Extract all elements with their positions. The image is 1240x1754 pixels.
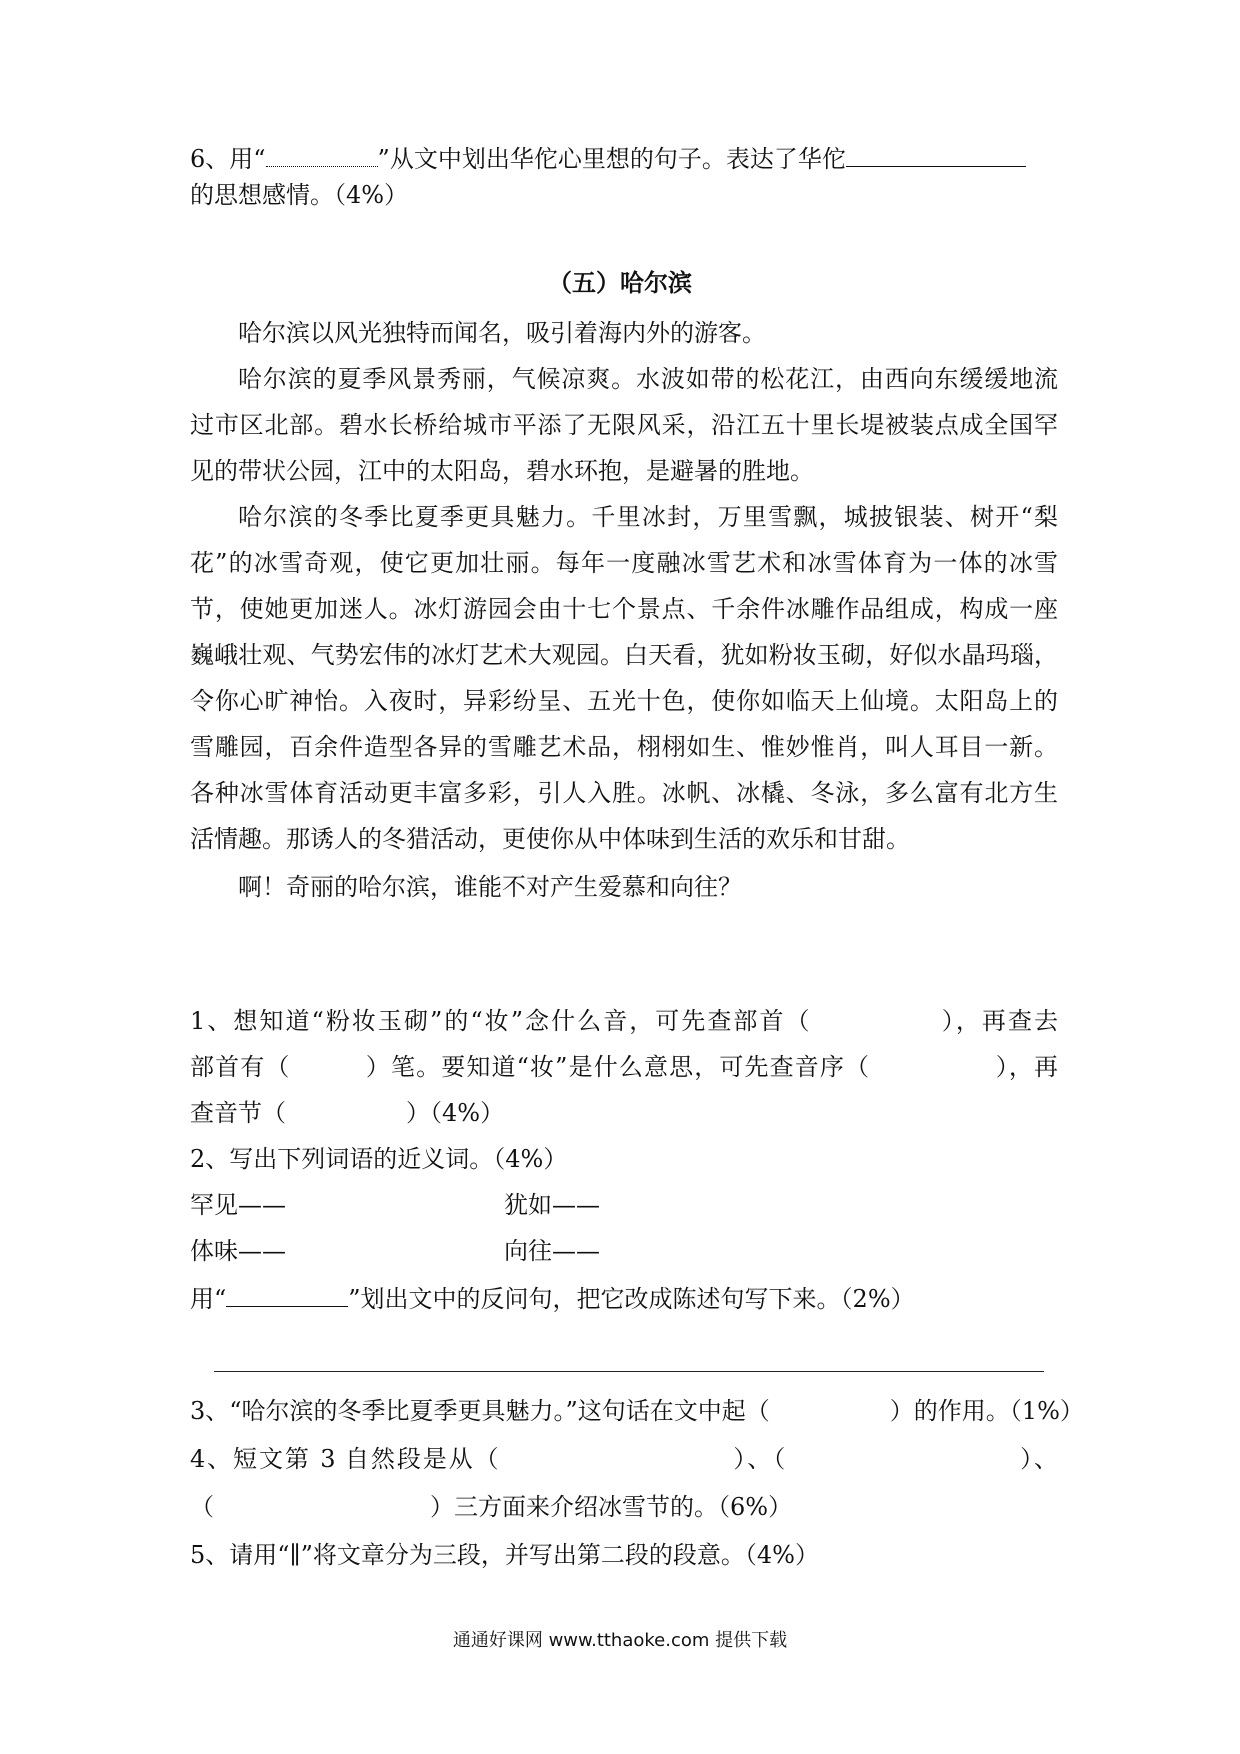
page-footer: 通通好课网 www.tthaoke.com 提供下载 (452, 1630, 788, 1651)
question-1-line: 1、想知道“粉妆玉砌”的“妆”念什么音，可先查部首（ ），再查去 (190, 1007, 1058, 1035)
answer-line[interactable] (214, 1371, 1044, 1372)
underline-sample (226, 1306, 348, 1307)
paragraph-3-line: 花”的冰雪奇观，使它更加壮丽。每年一度融冰雪艺术和冰雪体育为一体的冰雪 (190, 549, 1058, 577)
paragraph-2-line: 见的带状公园，江中的太阳岛，碧水环抱，是避暑的胜地。 (190, 457, 814, 485)
paragraph-2-line: 哈尔滨的夏季风景秀丽，气候凉爽。水波如带的松花江，由西向东缓缓地流 (238, 365, 1058, 393)
paragraph-3-line: 雪雕园，百余件造型各异的雪雕艺术品，栩栩如生、惟妙惟肖，叫人耳目一新。 (190, 733, 1058, 761)
question-4-line: （ ）三方面来介绍冰雪节的。（6%） (190, 1493, 793, 1521)
paragraph-1: 哈尔滨以风光独特而闻名，吸引着海内外的游客。 (238, 319, 766, 347)
synonym-item: 罕见—— (190, 1191, 286, 1219)
paragraph-3-line: 节，使她更加迷人。冰灯游园会由十七个景点、千余件冰雕作品组成，构成一座 (190, 595, 1058, 623)
paragraph-3-line: 巍峨壮观、气势宏伟的冰灯艺术大观园。白天看，犹如粉妆玉砌，好似水晶玛瑙， (190, 641, 1058, 669)
paragraph-4: 啊！奇丽的哈尔滨，谁能不对产生爱慕和向往？ (238, 873, 742, 901)
dotted-underline-sample (266, 166, 378, 167)
question-6-line-2: 的思想感情。（4%） (190, 181, 409, 209)
synonym-item: 体味—— (190, 1237, 286, 1265)
question-1-line: 查音节（ ）（4%） (190, 1099, 505, 1127)
question-4-line: 4、短文第 3 自然段是从（ ）、（ ）、 (190, 1445, 1058, 1473)
synonym-item: 犹如—— (504, 1191, 600, 1219)
question-3: 3、“哈尔滨的冬季比夏季更具魅力。”这句话在文中起（ ）的作用。（1%） (190, 1397, 1084, 1425)
question-2: 2、写出下列词语的近义词。（4%） (190, 1145, 568, 1173)
paragraph-3-line: 活情趣。那诱人的冬猎活动，更使你从中体味到生活的欢乐和甘甜。 (190, 825, 910, 853)
question-5: 5、请用“∥”将文章分为三段，并写出第二段的段意。（4%） (190, 1541, 819, 1569)
question-1-line: 部首有（ ）笔。要知道“妆”是什么意思，可先查音序（ ），再 (190, 1053, 1058, 1081)
question-2b: 用“ ”划出文中的反问句，把它改成陈述句写下来。（2%） (190, 1285, 915, 1313)
question-6-line-1: 6、用“ ”从文中划出华佗心里想的句子。表达了华佗 (190, 142, 1026, 176)
paragraph-3-line: 哈尔滨的冬季比夏季更具魅力。千里冰封，万里雪飘，城披银装、树开“梨 (238, 503, 1058, 531)
paragraph-3-line: 各种冰雪体育活动更丰富多彩，引人入胜。冰帆、冰橇、冬泳，多么富有北方生 (190, 779, 1058, 807)
synonym-item: 向往—— (504, 1237, 600, 1265)
paragraph-2-line: 过市区北部。碧水长桥给城市平添了无限风采，沿江五十里长堤被装点成全国罕 (190, 411, 1058, 439)
paragraph-3-line: 令你心旷神怡。入夜时，异彩纷呈、五光十色，使你如临天上仙境。太阳岛上的 (190, 687, 1058, 715)
passage-title: （五）哈尔滨 (548, 268, 692, 297)
answer-blank[interactable] (846, 166, 1026, 167)
